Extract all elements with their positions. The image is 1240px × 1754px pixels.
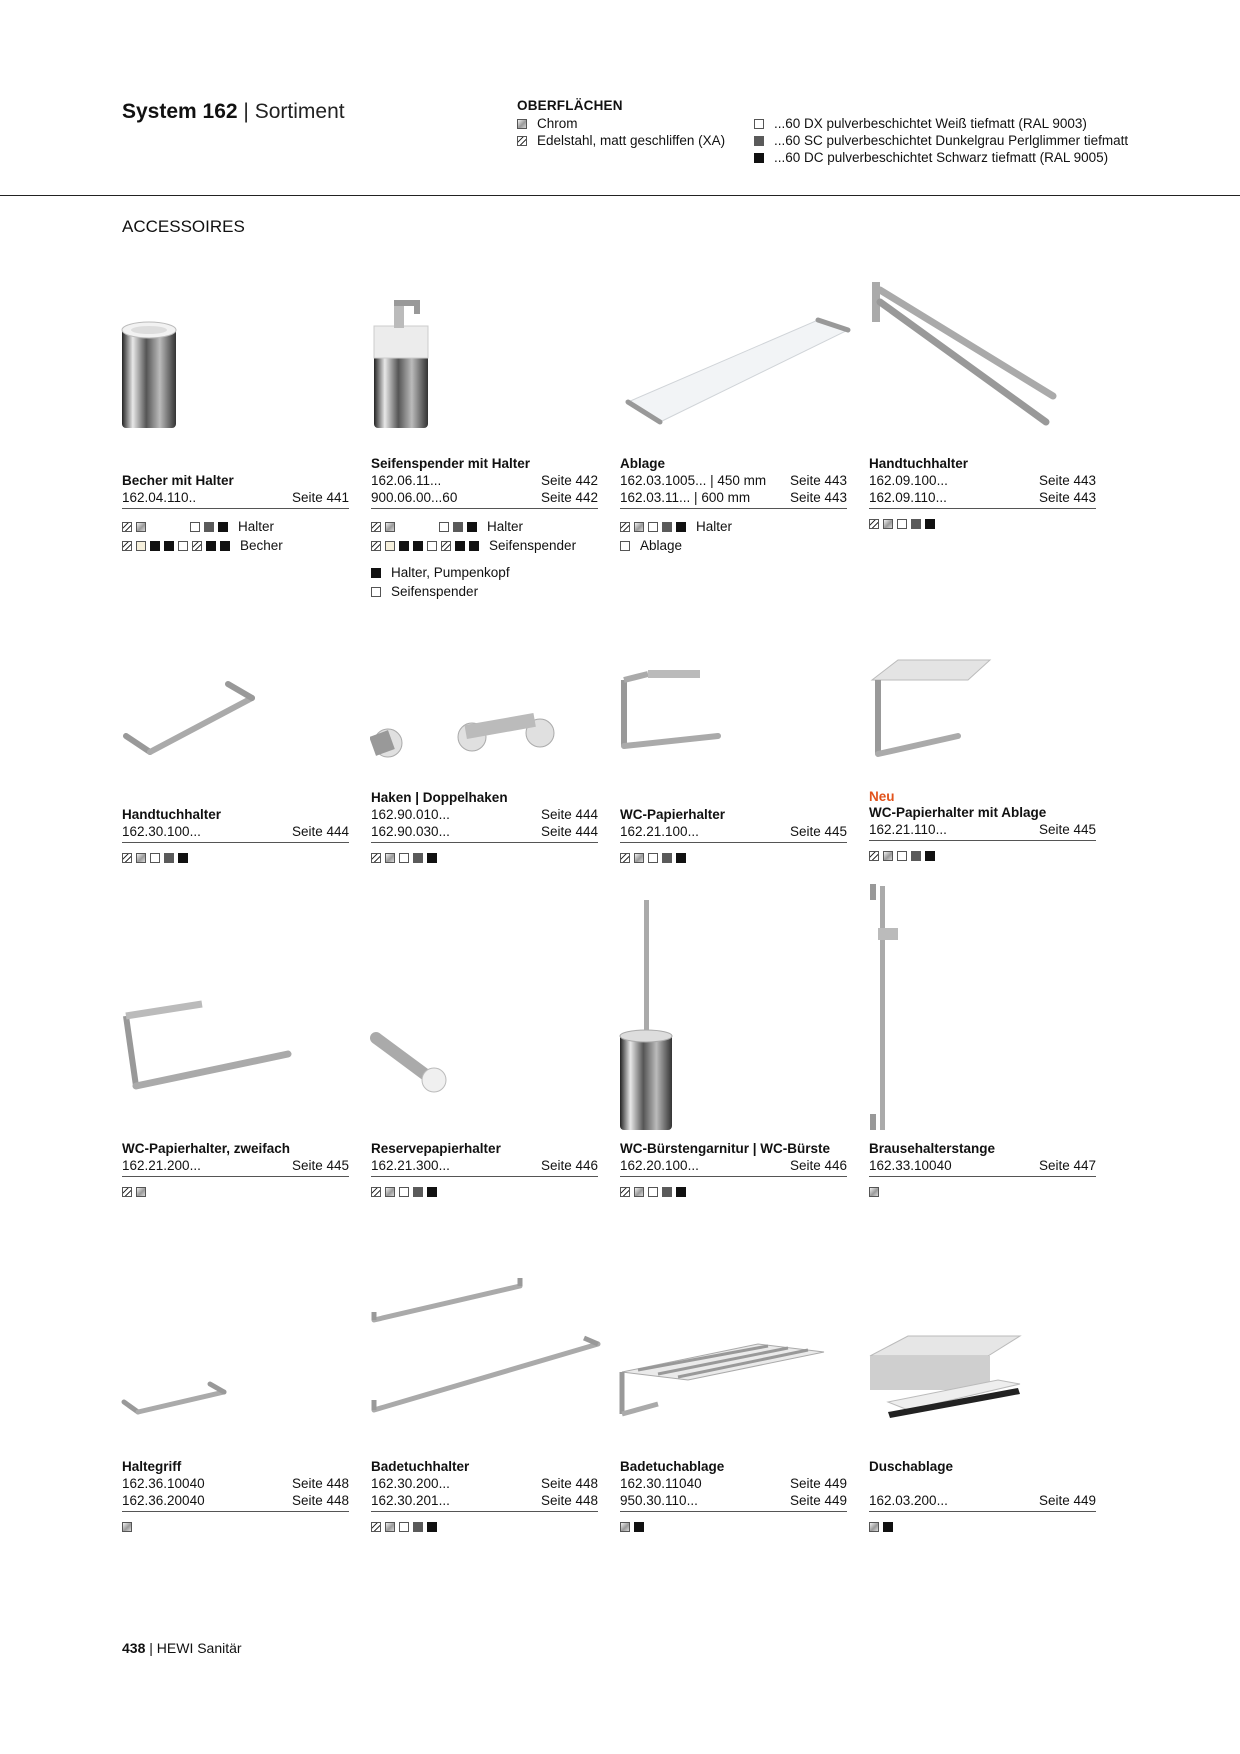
- page-ref: Seite 448: [291, 1493, 349, 1508]
- product-brausehalterstange: [869, 1140, 1096, 1197]
- section-title: ACCESSOIRES: [122, 217, 245, 236]
- product-row: [122, 489, 349, 506]
- handtuchhalter-bar-image: [120, 680, 260, 760]
- black-swatch-icon: [427, 1187, 437, 1197]
- surface-sc: [754, 133, 1128, 148]
- chrom-swatch-icon: [869, 1187, 879, 1197]
- page-ref: Seite 446: [540, 1158, 598, 1173]
- swatch-label: Seifenspender: [489, 538, 577, 553]
- black-swatch-icon: [220, 541, 230, 551]
- white-swatch-icon: [648, 522, 658, 532]
- becher-image: [118, 320, 183, 435]
- product-row: [869, 1492, 1096, 1509]
- product-divider: [869, 840, 1096, 841]
- product-row: [620, 1492, 847, 1509]
- swatch-row: [122, 1522, 349, 1532]
- product-name: WC-Papierhalter, zweifach: [122, 1141, 291, 1156]
- page-footer: [122, 1640, 242, 1656]
- product-divider: [122, 1176, 349, 1177]
- black-swatch-icon: [206, 541, 216, 551]
- product-divider: [869, 1176, 1096, 1177]
- grey-swatch-icon: [164, 853, 174, 863]
- chrom-swatch-icon: [634, 522, 644, 532]
- white-swatch-icon: [399, 1187, 409, 1197]
- product-divider: [371, 1511, 598, 1512]
- surfaces-heading: OBERFLÄCHEN: [517, 98, 623, 113]
- chrom-swatch-icon: [620, 1522, 630, 1532]
- xa-swatch-icon: [869, 851, 879, 861]
- swatch-row: [371, 853, 598, 863]
- grey-swatch-icon: [911, 519, 921, 529]
- white-swatch-icon: [427, 541, 437, 551]
- grey-swatch-icon: [662, 1187, 672, 1197]
- white-swatch-icon: [897, 519, 907, 529]
- handtuchhalter-swing-image: [868, 280, 1068, 435]
- beige-swatch-icon: [136, 541, 146, 551]
- product-divider: [371, 842, 598, 843]
- grey-swatch-icon: [453, 522, 463, 532]
- article-number: 162.03.200...: [869, 1493, 948, 1508]
- product-name: Reservepapierhalter: [371, 1141, 501, 1156]
- wc-papierhalter-ablage-image: [868, 658, 993, 763]
- page-ref: Seite 442: [540, 473, 598, 488]
- swatch-row: [869, 1187, 1096, 1197]
- product-ablage: [620, 455, 847, 553]
- seifenspender-image: [370, 290, 435, 435]
- swatch-label: Halter: [238, 519, 275, 534]
- product-divider: [620, 508, 847, 509]
- swatch-row: [869, 519, 1096, 529]
- title-light: Sortiment: [254, 100, 345, 123]
- black-swatch-icon: [218, 522, 228, 532]
- brausehalterstange-image: [868, 882, 908, 1134]
- grey-swatch-icon: [754, 136, 764, 146]
- product-name: Ablage: [620, 456, 666, 471]
- xa-swatch-icon: [192, 541, 202, 551]
- product-row: [620, 823, 847, 840]
- white-swatch-icon: [754, 119, 764, 129]
- article-number: 162.06.11...: [371, 473, 442, 488]
- surface-label: Chrom: [537, 116, 578, 131]
- swatch-row: [620, 853, 847, 863]
- product-row: [869, 489, 1096, 506]
- product-row: [620, 472, 847, 489]
- swatch-row: [371, 519, 598, 534]
- chrom-swatch-icon: [136, 1187, 146, 1197]
- chrom-swatch-icon: [883, 851, 893, 861]
- xa-swatch-icon: [620, 522, 630, 532]
- wc-papierhalter-image: [618, 670, 728, 760]
- chrom-swatch-icon: [385, 853, 395, 863]
- swatch-row: [869, 1522, 1096, 1532]
- page-ref: Seite 443: [789, 473, 847, 488]
- chrom-swatch-icon: [869, 1522, 879, 1532]
- xa-swatch-icon: [620, 853, 630, 863]
- black-swatch-icon: [925, 519, 935, 529]
- page-ref: Seite 448: [291, 1476, 349, 1491]
- swatch-row: [620, 538, 847, 553]
- swatch-row: [869, 851, 1096, 861]
- article-number: 162.03.1005... | 450 mm: [620, 473, 767, 488]
- page-ref: Seite 448: [540, 1493, 598, 1508]
- surface-label: ...60 DX pulverbeschichtet Weiß tiefmatt (RAL 9003): [774, 116, 1087, 131]
- product-name: WC-Papierhalter: [620, 807, 726, 822]
- product-handtuchhalter-1: [869, 455, 1096, 529]
- badetuchhalter-image: [370, 1278, 605, 1418]
- product-name: Brausehalterstange: [869, 1141, 996, 1156]
- xa-swatch-icon: [122, 1187, 132, 1197]
- product-row: [122, 823, 349, 840]
- white-swatch-icon: [150, 853, 160, 863]
- title-bold: System 162: [122, 100, 238, 123]
- black-swatch-icon: [634, 1522, 644, 1532]
- product-name: Haken | Doppelhaken: [371, 790, 508, 805]
- black-swatch-icon: [371, 568, 381, 578]
- xa-swatch-icon: [441, 541, 451, 551]
- haken-image: [370, 705, 560, 765]
- page-ref: Seite 444: [291, 824, 349, 839]
- swatch-row: [620, 1522, 847, 1532]
- xa-swatch-icon: [122, 522, 132, 532]
- haltegriff-image: [120, 1380, 230, 1420]
- product-divider: [122, 1511, 349, 1512]
- black-swatch-icon: [427, 853, 437, 863]
- badetuchablage-image: [618, 1340, 828, 1420]
- product-row: [371, 1475, 598, 1492]
- product-divider: [620, 1511, 847, 1512]
- white-swatch-icon: [190, 522, 200, 532]
- product-duschablage: [869, 1458, 1096, 1532]
- page-ref: Seite 443: [1038, 473, 1096, 488]
- grey-swatch-icon: [413, 1522, 423, 1532]
- duschablage-image: [868, 1332, 1023, 1422]
- xa-swatch-icon: [517, 136, 527, 146]
- white-swatch-icon: [371, 587, 381, 597]
- surface-chrom: [517, 116, 578, 131]
- swatch-row: [122, 853, 349, 863]
- new-badge: Neu: [869, 789, 895, 804]
- chrom-swatch-icon: [634, 853, 644, 863]
- page-ref: Seite 443: [789, 490, 847, 505]
- xa-swatch-icon: [371, 853, 381, 863]
- product-badetuchhalter: [371, 1458, 598, 1532]
- product-row: [122, 1157, 349, 1174]
- product-name: Handtuchhalter: [869, 456, 969, 471]
- surface-label: ...60 DC pulverbeschichtet Schwarz tiefmatt (RAL 9005): [774, 150, 1109, 165]
- swatch-label: Halter, Pumpenkopf: [391, 565, 510, 580]
- swatch-row: [371, 565, 598, 580]
- article-number: 162.21.300...: [371, 1158, 450, 1173]
- chrom-swatch-icon: [136, 522, 146, 532]
- product-name: Handtuchhalter: [122, 807, 222, 822]
- black-swatch-icon: [467, 522, 477, 532]
- article-number: 162.21.200...: [122, 1158, 201, 1173]
- grey-swatch-icon: [413, 1187, 423, 1197]
- title-separator: |: [237, 100, 255, 123]
- swatch-row: [371, 1522, 598, 1532]
- product-seifenspender: [371, 455, 598, 599]
- black-swatch-icon: [925, 851, 935, 861]
- page-ref: Seite 443: [1038, 490, 1096, 505]
- swatch-label: Ablage: [640, 538, 683, 553]
- article-number: 162.30.11040: [620, 1476, 702, 1491]
- product-name: Duschablage: [869, 1459, 954, 1474]
- page-ref: Seite 442: [540, 490, 598, 505]
- product-row: [620, 489, 847, 506]
- xa-swatch-icon: [371, 522, 381, 532]
- black-swatch-icon: [883, 1522, 893, 1532]
- grey-swatch-icon: [662, 853, 672, 863]
- swatch-row: [122, 538, 349, 553]
- swatch-label: Halter: [696, 519, 733, 534]
- product-wc-papierhalter: [620, 806, 847, 863]
- product-divider: [371, 508, 598, 509]
- surface-label: Edelstahl, matt geschliffen (XA): [537, 133, 726, 148]
- page-ref: Seite 446: [789, 1158, 847, 1173]
- product-haken: [371, 789, 598, 863]
- page-ref: Seite 449: [789, 1493, 847, 1508]
- grey-swatch-icon: [662, 522, 672, 532]
- surface-label: ...60 SC pulverbeschichtet Dunkelgrau Perlglimmer tiefmatt: [774, 133, 1129, 148]
- black-swatch-icon: [399, 541, 409, 551]
- page-ref: Seite 448: [540, 1476, 598, 1491]
- article-number: 162.30.100...: [122, 824, 201, 839]
- product-becher: [122, 472, 349, 553]
- product-row: [869, 821, 1096, 838]
- page-ref: Seite 445: [1038, 822, 1096, 837]
- product-wc-buerstengarnitur: [620, 1140, 847, 1197]
- footer-text: HEWI Sanitär: [156, 1640, 242, 1656]
- white-swatch-icon: [620, 541, 630, 551]
- article-number: 162.90.010...: [371, 807, 450, 822]
- article-number: 162.21.100...: [620, 824, 699, 839]
- product-reservepapierhalter: [371, 1140, 598, 1197]
- page-ref: Seite 444: [540, 807, 598, 822]
- product-row: [869, 1157, 1096, 1174]
- grey-swatch-icon: [413, 853, 423, 863]
- article-number: 162.90.030...: [371, 824, 450, 839]
- xa-swatch-icon: [620, 1187, 630, 1197]
- product-name: Badetuchablage: [620, 1459, 725, 1474]
- product-divider: [620, 842, 847, 843]
- product-name: Haltegriff: [122, 1459, 182, 1474]
- chrom-swatch-icon: [385, 522, 395, 532]
- footer-separator: |: [145, 1640, 157, 1656]
- swatch-row: [122, 1187, 349, 1197]
- swatch-row: [371, 1187, 598, 1197]
- black-swatch-icon: [150, 541, 160, 551]
- white-swatch-icon: [178, 541, 188, 551]
- swatch-label: Halter: [487, 519, 524, 534]
- page-ref: Seite 449: [789, 1476, 847, 1491]
- surface-dc: [754, 150, 1108, 165]
- wc-buerstengarnitur-image: [618, 898, 678, 1133]
- product-row: [371, 806, 598, 823]
- black-swatch-icon: [455, 541, 465, 551]
- header-divider: [0, 195, 1240, 196]
- xa-swatch-icon: [371, 1522, 381, 1532]
- black-swatch-icon: [413, 541, 423, 551]
- white-swatch-icon: [897, 851, 907, 861]
- page-number: 438: [122, 1640, 146, 1656]
- black-swatch-icon: [676, 853, 686, 863]
- product-row: [371, 823, 598, 840]
- swatch-row: [620, 519, 847, 534]
- article-number: 162.30.201...: [371, 1493, 450, 1508]
- black-swatch-icon: [676, 1187, 686, 1197]
- swatch-row: [620, 1187, 847, 1197]
- swatch-label: Becher: [240, 538, 283, 553]
- beige-swatch-icon: [385, 541, 395, 551]
- product-row: [122, 1492, 349, 1509]
- article-number: 162.04.110..: [122, 490, 197, 505]
- product-row: [371, 472, 598, 489]
- surface-dx: [754, 116, 1087, 131]
- article-number: 950.30.110...: [620, 1493, 698, 1508]
- product-name: Seifenspender mit Halter: [371, 456, 531, 471]
- article-number: 162.36.10040: [122, 1476, 205, 1491]
- chrom-swatch-icon: [883, 519, 893, 529]
- product-divider: [869, 508, 1096, 509]
- article-number: 162.33.10040: [869, 1158, 952, 1173]
- chrom-swatch-icon: [385, 1522, 395, 1532]
- white-swatch-icon: [648, 1187, 658, 1197]
- chrom-swatch-icon: [517, 119, 527, 129]
- xa-swatch-icon: [122, 541, 132, 551]
- article-number: 162.03.11... | 600 mm: [620, 490, 751, 505]
- product-row: [371, 489, 598, 506]
- product-name: WC-Bürstengarnitur | WC-Bürste: [620, 1141, 831, 1156]
- product-name: Badetuchhalter: [371, 1459, 470, 1474]
- product-name: WC-Papierhalter mit Ablage: [869, 805, 1047, 820]
- product-row: [371, 1492, 598, 1509]
- swatch-label: Seifenspender: [391, 584, 479, 599]
- black-swatch-icon: [178, 853, 188, 863]
- chrom-swatch-icon: [385, 1187, 395, 1197]
- black-swatch-icon: [427, 1522, 437, 1532]
- page-ref: Seite 449: [1038, 1493, 1096, 1508]
- product-haltegriff: [122, 1458, 349, 1532]
- surface-xa: [517, 133, 725, 148]
- product-divider: [869, 1511, 1096, 1512]
- swatch-row: [122, 519, 349, 534]
- article-number: 900.06.00...60: [371, 490, 458, 505]
- black-swatch-icon: [164, 541, 174, 551]
- white-swatch-icon: [399, 853, 409, 863]
- product-divider: [620, 1176, 847, 1177]
- chrom-swatch-icon: [122, 1522, 132, 1532]
- product-row: [122, 1475, 349, 1492]
- xa-swatch-icon: [371, 1187, 381, 1197]
- page-ref: Seite 445: [291, 1158, 349, 1173]
- product-divider: [122, 508, 349, 509]
- product-wc-papierhalter-ablage: [869, 789, 1096, 861]
- article-number: 162.30.200...: [371, 1476, 450, 1491]
- product-row: [869, 472, 1096, 489]
- ablage-image: [618, 310, 853, 435]
- article-number: 162.36.20040: [122, 1493, 205, 1508]
- product-wc-papierhalter-zweifach: [122, 1140, 349, 1197]
- black-swatch-icon: [754, 153, 764, 163]
- product-handtuchhalter-2: [122, 806, 349, 863]
- black-swatch-icon: [469, 541, 479, 551]
- product-row: [371, 1157, 598, 1174]
- grey-swatch-icon: [911, 851, 921, 861]
- article-number: 162.20.100...: [620, 1158, 699, 1173]
- xa-swatch-icon: [869, 519, 879, 529]
- xa-swatch-icon: [371, 541, 381, 551]
- product-row: [620, 1475, 847, 1492]
- article-number: 162.21.110...: [869, 822, 947, 837]
- article-number: 162.09.110...: [869, 490, 947, 505]
- product-row: [620, 1157, 847, 1174]
- product-divider: [371, 1176, 598, 1177]
- black-swatch-icon: [676, 522, 686, 532]
- page-ref: Seite 445: [789, 824, 847, 839]
- page-title: [122, 100, 345, 124]
- product-name: Becher mit Halter: [122, 473, 234, 488]
- swatch-row: [371, 538, 598, 553]
- reservepapierhalter-image: [370, 1030, 450, 1095]
- page-ref: Seite 441: [291, 490, 349, 505]
- wc-papierhalter-zweifach-image: [120, 1000, 295, 1095]
- product-divider: [122, 842, 349, 843]
- swatch-row: [371, 584, 598, 599]
- chrom-swatch-icon: [634, 1187, 644, 1197]
- page-ref: Seite 444: [540, 824, 598, 839]
- white-swatch-icon: [439, 522, 449, 532]
- chrom-swatch-icon: [136, 853, 146, 863]
- white-swatch-icon: [648, 853, 658, 863]
- xa-swatch-icon: [122, 853, 132, 863]
- page-ref: Seite 447: [1038, 1158, 1096, 1173]
- white-swatch-icon: [399, 1522, 409, 1532]
- article-number: 162.09.100...: [869, 473, 948, 488]
- product-badetuchablage: [620, 1458, 847, 1532]
- grey-swatch-icon: [204, 522, 214, 532]
